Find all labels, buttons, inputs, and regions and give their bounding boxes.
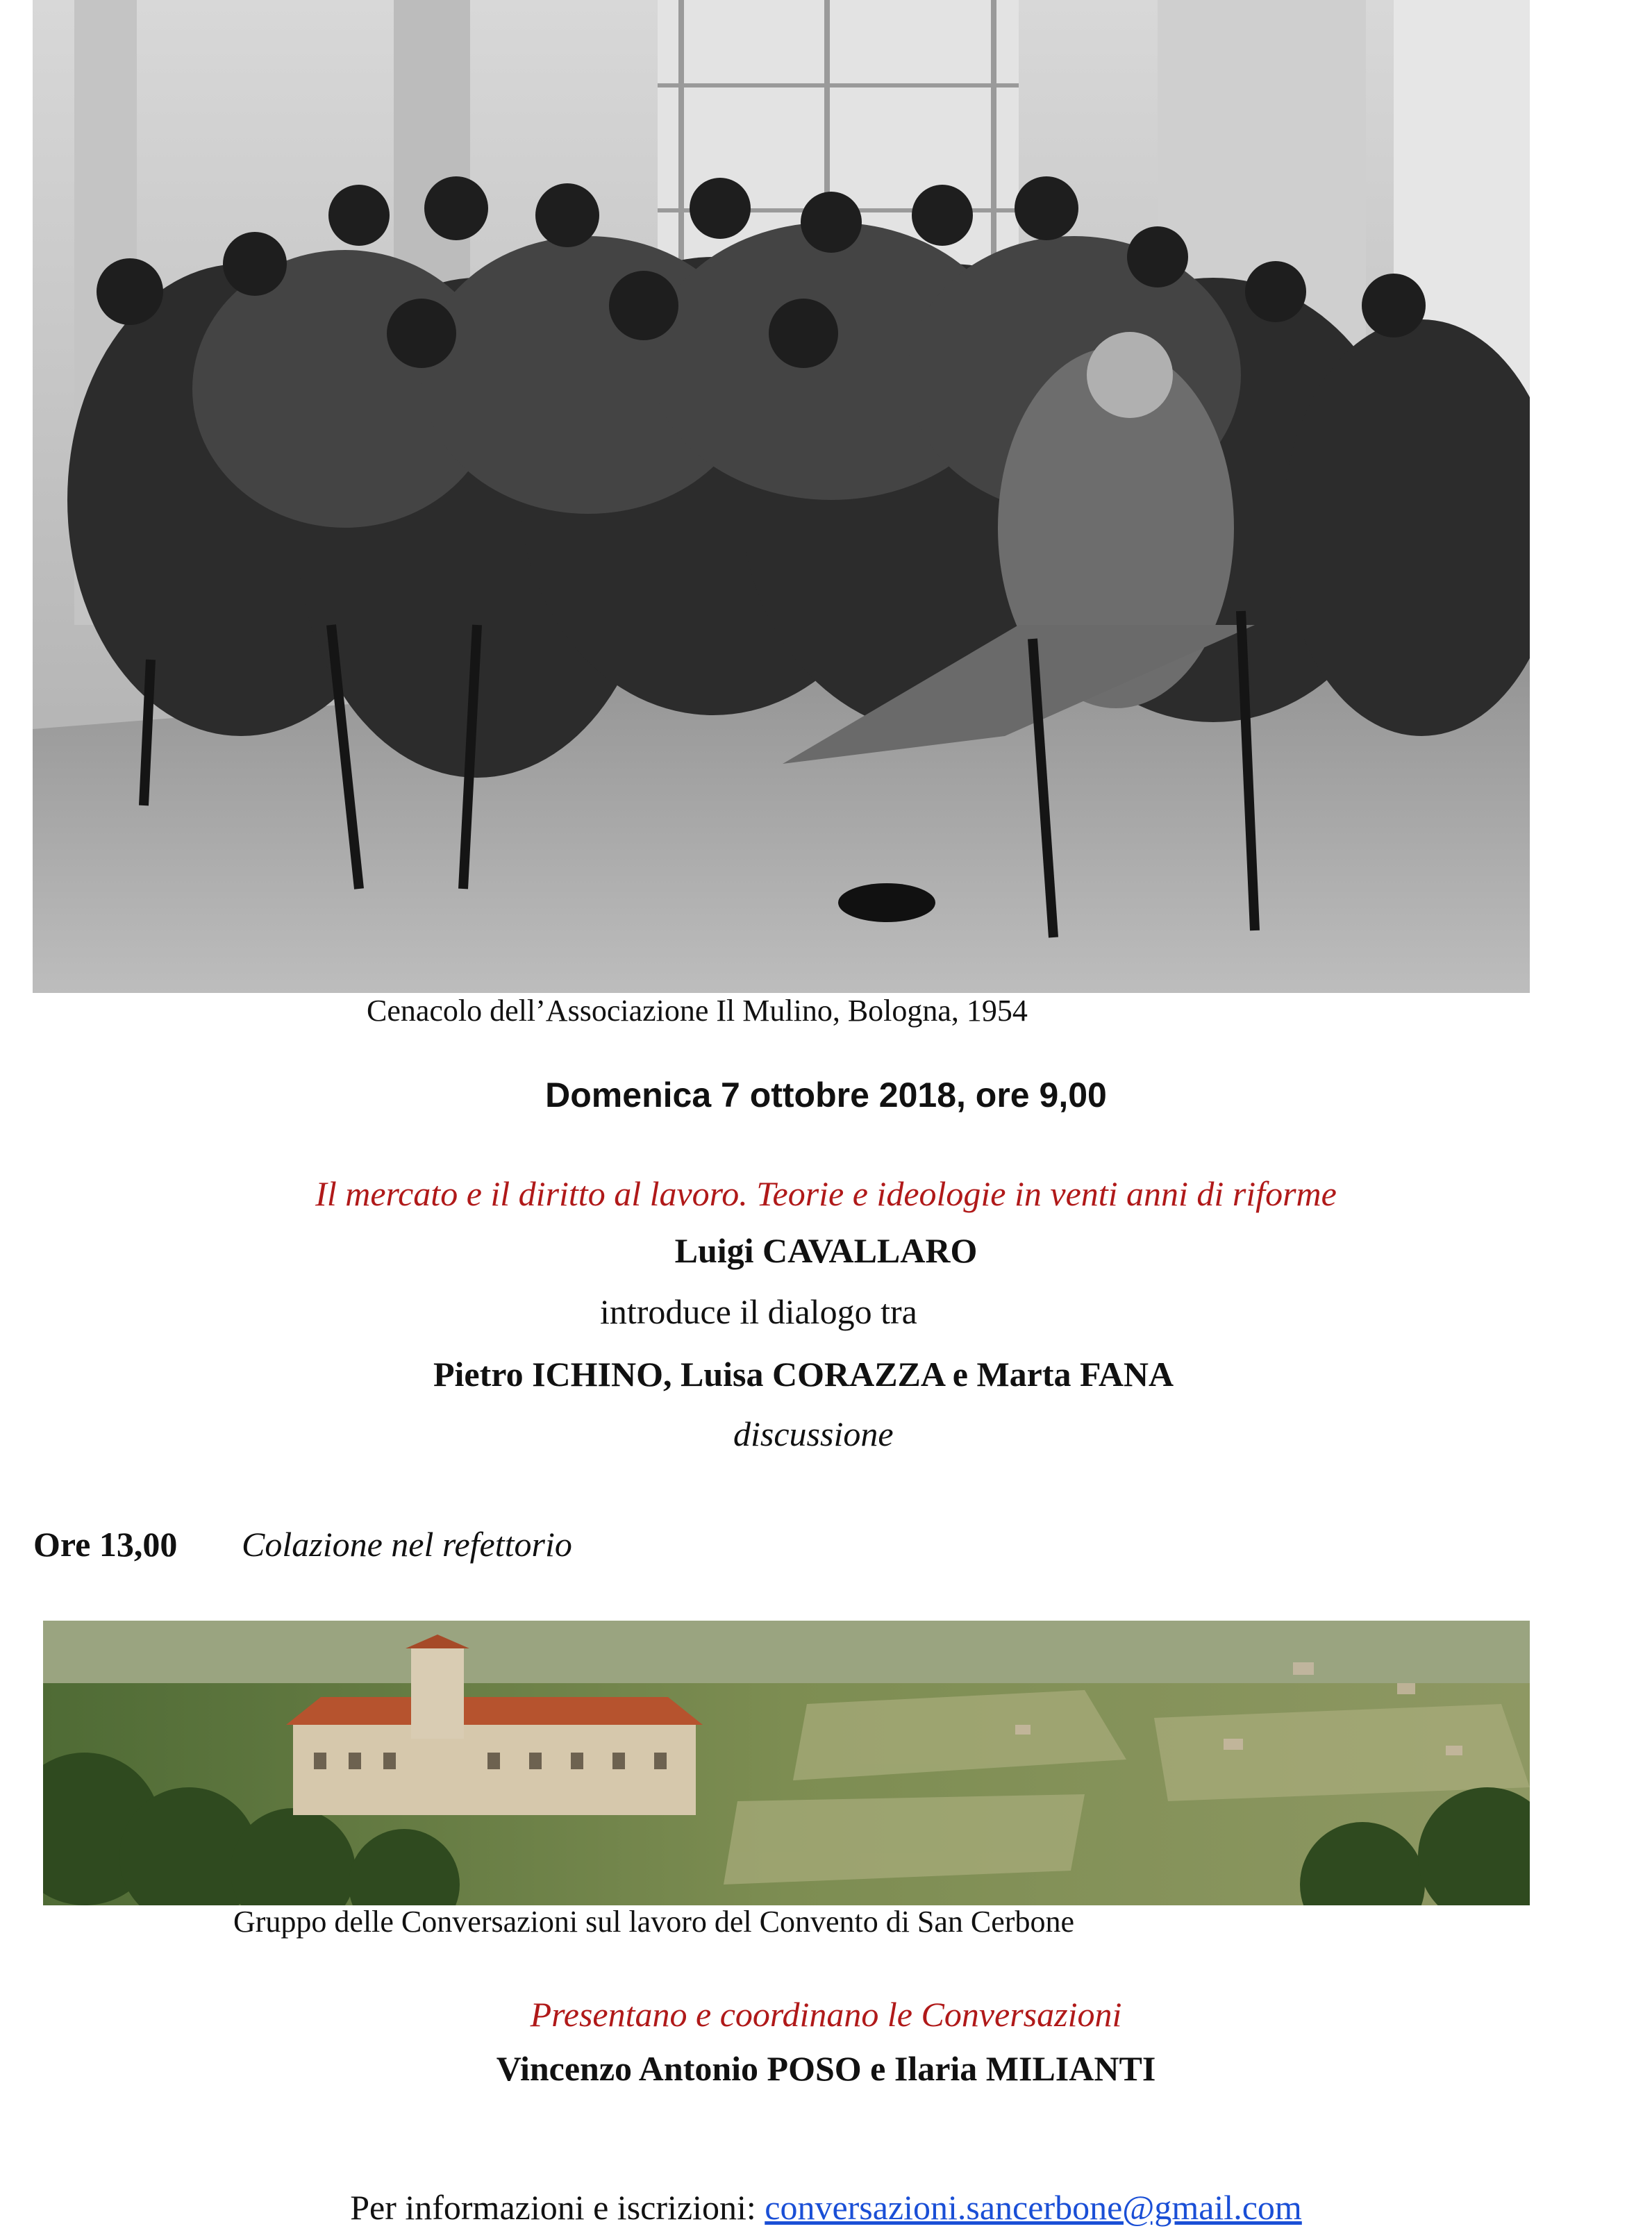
meeting-photo xyxy=(33,0,1530,993)
talk-title: Il mercato e il diritto al lavoro. Teorie e ideologie in venti anni di riforme xyxy=(315,1174,1337,1213)
photo-caption: Cenacolo dell’Associazione Il Mulino, Bologna, 1954 xyxy=(367,994,1028,1028)
contact-line xyxy=(0,2187,1652,2228)
discussion-label: discussione xyxy=(733,1414,894,1453)
convent-caption: Gruppo delle Conversazioni sul lavoro del Convento di San Cerbone xyxy=(233,1905,1074,1939)
intro-text: introduce il dialogo tra xyxy=(600,1292,917,1331)
lunch-description: Colazione nel refettorio xyxy=(242,1525,572,1564)
contact-email-link[interactable]: conversazioni.sancerbone@gmail.com xyxy=(765,2188,1302,2227)
event-date: Domenica 7 ottobre 2018, ore 9,00 xyxy=(545,1076,1107,1114)
coordination-heading: Presentano e coordinano le Conversazioni xyxy=(530,1995,1122,2034)
speakers-list: Pietro ICHINO, Luisa CORAZZA e Marta FANA xyxy=(433,1355,1174,1394)
lunch-time: Ore 13,00 xyxy=(33,1525,178,1564)
convent-photo xyxy=(43,1621,1530,1905)
coordinator-names: Vincenzo Antonio POSO e Ilaria MILIANTI xyxy=(496,2049,1156,2088)
contact-label: Per informazioni e iscrizioni: xyxy=(350,2188,765,2227)
introducer-name: Luigi CAVALLARO xyxy=(674,1231,978,1270)
